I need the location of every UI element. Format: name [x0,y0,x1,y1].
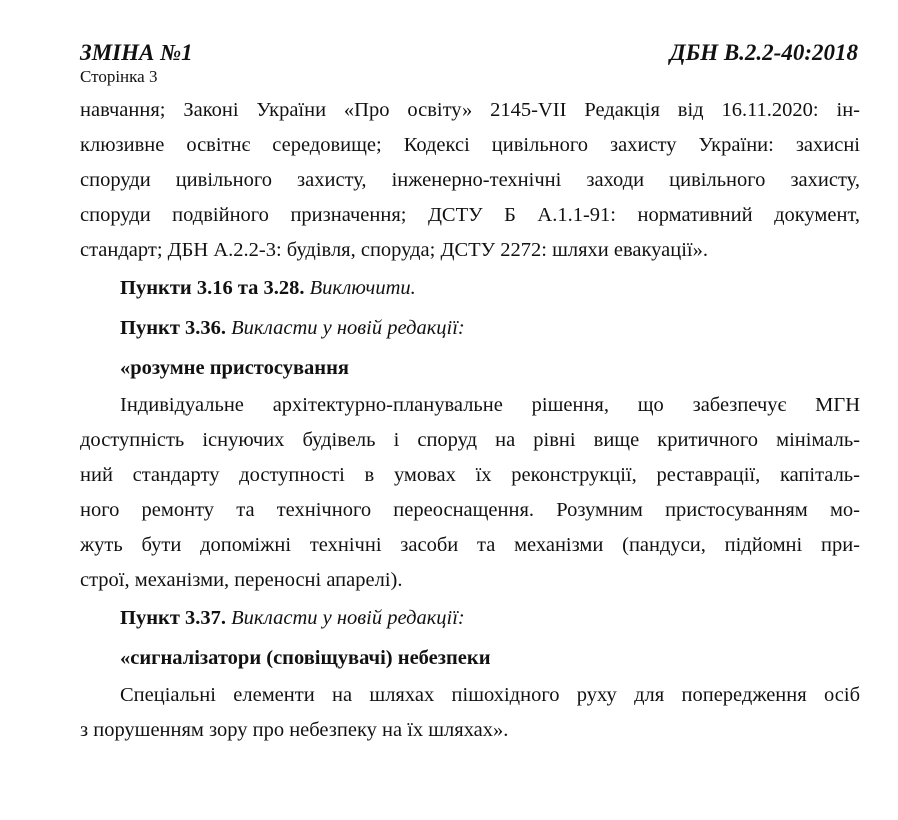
text-line: навчання; Законі України «Про освіту» 2145-VII Редакція від 16.11.2020: ін- [80,99,860,121]
definition-line: Спеціальні елементи на шляхах пішохідного руху для попередження осіб [120,684,860,706]
definition-line: Індивідуальне архітектурно-планувальне рішення, що забезпечує МГН [120,394,860,416]
item-number: Пункт 3.37. [120,607,227,629]
text-line: стандарт; ДБН А.2.2-3: будівля, споруда; ДСТУ 2272: шляхи евакуації». [80,239,708,261]
item-instruction: Викласти у новій редакції: [231,607,465,629]
text-line: споруди цивільного захисту, інженерно-технічні заходи цивільного захисту, [80,169,860,191]
amendment-item [80,308,860,348]
text-line: споруди подвійного призначення; ДСТУ Б А.1.1-91: нормативний документ, [80,204,860,226]
page-number: Сторінка 3 [80,67,158,86]
document-body [80,93,860,748]
item-instruction: Виключити. [309,277,416,299]
term-heading: «розумне пристосування [120,357,349,379]
term-heading: «сигналізатори (сповіщувачі) небезпеки [120,647,491,669]
amendment-item [80,598,860,638]
definition-line: строї, механізми, переносні апарелі). [80,569,403,591]
item-number: Пункт 3.36. [120,317,227,339]
item-number: Пункти 3.16 та 3.28. [120,277,305,299]
definition-line: з порушенням зору про небезпеку на їх шляхах». [80,719,509,741]
change-number: ЗМІНА №1 [80,40,193,65]
definition-line: ний стандарту доступності в умовах їх реконструкції, реставрації, капіталь- [80,464,860,486]
definition-line: ного ремонту та технічного переоснащення. Розумним пристосуванням мо- [80,499,860,521]
definition-line: доступність існуючих будівель і споруд на рівні вище критичного мінімаль- [80,429,860,451]
text-line: клюзивне освітнє середовище; Кодексі цивільного захисту України: захисні [80,134,860,156]
standard-code: ДБН В.2.2-40:2018 [669,40,858,65]
item-instruction: Викласти у новій редакції: [231,317,465,339]
definition-line: жуть бути допоміжні технічні засоби та механізми (пандуси, підйомні при- [80,534,860,556]
amendment-item [80,268,860,308]
